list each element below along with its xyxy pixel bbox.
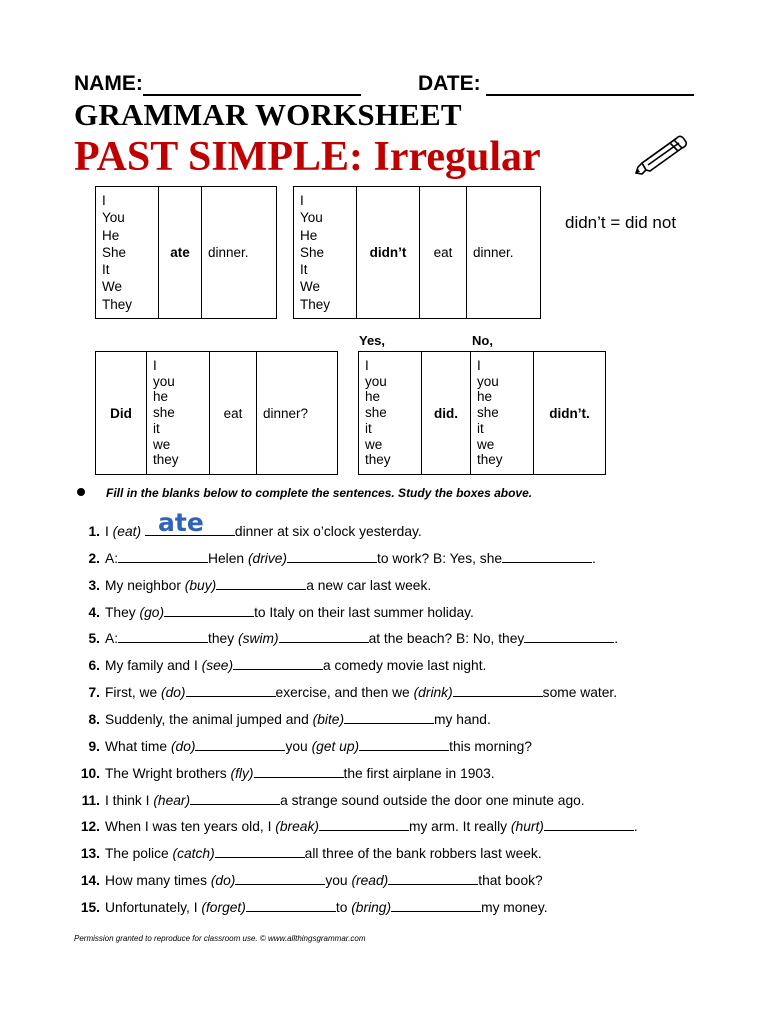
answer-blank[interactable] [186, 684, 276, 697]
sentence-text: They [105, 604, 140, 620]
pronoun: it [365, 420, 372, 436]
answer-blank[interactable] [453, 684, 543, 697]
verb-hint: (do) [160, 685, 186, 701]
verb-hint: (hear) [153, 792, 191, 808]
pronoun: It [102, 262, 110, 278]
verb-cell: ate [159, 187, 202, 319]
pronoun: they [153, 452, 179, 468]
sentence-text: dinner at six o’clock yesterday. [234, 524, 422, 539]
sentence-text: you [285, 738, 312, 754]
sentence-text: to Italy on their last summer holiday. [254, 604, 474, 620]
verb-hint: (eat) [112, 524, 142, 539]
sentence-text: a new car last week. [306, 577, 432, 593]
sentence-text: The police [105, 846, 173, 862]
answer-blank[interactable] [391, 899, 481, 912]
yes-label: Yes, [359, 333, 386, 348]
date-field [418, 72, 694, 96]
pronoun: They [300, 296, 331, 312]
answer-blank[interactable] [388, 872, 478, 885]
sentence-text: my hand. [434, 711, 491, 727]
sentence-text: a comedy movie last night. [323, 658, 487, 674]
sentence-text: . [633, 819, 638, 835]
exercise-item [66, 899, 548, 915]
pronoun: she [365, 405, 387, 421]
sample-answer: ate [158, 508, 204, 537]
answer-blank[interactable] [279, 630, 369, 643]
sentence-text: A: [105, 631, 119, 647]
pronoun: I [365, 357, 369, 373]
answer-blank[interactable] [216, 577, 306, 590]
pronoun: he [365, 389, 381, 405]
aux-cell: didn’t [357, 187, 420, 319]
exercise-item [66, 711, 491, 727]
sentence-text: When I was ten years old, I [105, 819, 276, 835]
verb-hint: (buy) [184, 577, 217, 593]
verb-hint: (drive) [247, 550, 288, 566]
pronoun-list [365, 358, 415, 469]
pronoun: they [477, 452, 503, 468]
exercise-number: 3. [88, 577, 100, 593]
answer-blank[interactable] [246, 899, 336, 912]
answer-blank[interactable] [195, 738, 285, 751]
verb-hint: (read) [351, 873, 389, 889]
answer-blank[interactable] [118, 630, 208, 643]
affirmative-table [95, 186, 277, 319]
object-cell: dinner. [202, 187, 277, 319]
answer-blank[interactable] [190, 792, 280, 805]
aux-cell: Did [96, 352, 147, 475]
no-pronoun-cell [471, 352, 534, 475]
date-label: DATE: [418, 72, 481, 95]
exercise-item [66, 657, 486, 673]
exercise-number: 13. [80, 846, 100, 862]
sentence-text: First, we [105, 685, 161, 701]
object-cell: dinner. [467, 187, 541, 319]
exercise-item [66, 845, 542, 861]
sentence-text: some water. [542, 685, 618, 701]
answer-blank[interactable] [287, 550, 377, 563]
pronoun: You [102, 210, 125, 226]
pronoun: you [153, 373, 175, 389]
pronoun: you [365, 373, 387, 389]
pronoun: I [477, 357, 481, 373]
exercise-item [66, 792, 585, 808]
pronoun: we [153, 436, 171, 452]
sentence-text: Unfortunately, I [105, 899, 202, 915]
verb-hint: (fly) [230, 765, 254, 781]
exercise-number: 7. [88, 685, 100, 701]
sentence-text: Helen [208, 550, 248, 566]
footer-permission: Permission granted to reproduce for classroom use. © www.allthingsgrammar.com [74, 934, 366, 943]
verb-hint: (bring) [351, 899, 392, 915]
pronoun: it [153, 420, 160, 436]
verb-cell: eat [420, 187, 467, 319]
sentence-text: My neighbor [105, 577, 185, 593]
exercise-item [66, 818, 638, 834]
worksheet-title: PAST SIMPLE: Irregular [74, 134, 541, 180]
exercise-number: 9. [88, 738, 100, 754]
verb-hint: (swim) [237, 631, 279, 647]
pronoun: I [102, 193, 106, 209]
pronoun: she [477, 405, 499, 421]
answer-blank[interactable] [118, 550, 208, 563]
pencil-icon [632, 134, 692, 176]
verb-hint: (drink) [413, 685, 453, 701]
no-label: No, [472, 333, 493, 348]
answer-blank[interactable] [344, 711, 434, 724]
date-line [486, 74, 694, 96]
sentence-text: my money. [481, 899, 548, 915]
exercise-item [66, 738, 532, 754]
pronoun-cell [147, 352, 210, 475]
sentence-text: my arm. It really [408, 819, 511, 835]
pronoun: He [300, 227, 318, 243]
verb-hint: (do) [170, 738, 196, 754]
sentence-text: they [208, 631, 238, 647]
exercise-item [66, 872, 543, 888]
pronoun: she [153, 405, 175, 421]
bullet-icon [77, 488, 85, 496]
pronoun: he [153, 389, 169, 405]
pronoun: She [102, 244, 127, 260]
exercise-item [66, 765, 495, 781]
name-label: NAME: [74, 72, 143, 95]
negative-table [293, 186, 541, 319]
pronoun: You [300, 210, 323, 226]
instructions: Fill in the blanks below to complete the sentences. Study the boxes above. [106, 486, 533, 500]
answer-blank[interactable] [235, 872, 325, 885]
sentence-text: I [105, 524, 113, 539]
exercise-number: 5. [88, 631, 100, 647]
contraction-note: didn’t = did not [565, 213, 677, 232]
pronoun: I [300, 193, 304, 209]
exercise-item [66, 550, 596, 566]
sentence-text: to [335, 899, 352, 915]
answer-blank[interactable] [233, 657, 323, 670]
sentence-text: exercise, and then we [275, 685, 414, 701]
verb-hint: (catch) [172, 846, 215, 862]
sentence-text: . [614, 631, 619, 647]
answer-blank[interactable] [524, 630, 614, 643]
sentence-text: My family and I [105, 658, 202, 674]
sentence-text: the first airplane in 1903. [343, 765, 495, 781]
pronoun: We [300, 279, 321, 295]
verb-hint: (see) [201, 658, 234, 674]
answer-blank[interactable] [254, 765, 344, 778]
exercise-number: 2. [88, 550, 100, 566]
sentence-text: a strange sound outside the door one minute ago. [280, 792, 585, 808]
pronoun-list [153, 358, 203, 469]
exercise-number: 8. [88, 711, 100, 727]
pronoun-list [102, 192, 152, 312]
sentence-text: . [592, 550, 596, 566]
sentence-text: The Wright brothers [105, 765, 231, 781]
yes-aux-cell: did. [422, 352, 471, 475]
pronoun: We [102, 279, 123, 295]
exercise-item [66, 577, 431, 593]
short-answer-table [358, 351, 606, 475]
pronoun-list [477, 358, 527, 469]
name-line [143, 74, 361, 96]
sentence-text: that book? [478, 873, 543, 889]
pronoun: She [300, 244, 325, 260]
verb-hint: (go) [139, 604, 165, 620]
exercise-number: 11. [81, 792, 100, 808]
answer-blank[interactable] [544, 818, 634, 831]
exercise-number: 10. [80, 765, 100, 781]
sentence-text: all three of the bank robbers last week. [304, 846, 542, 862]
answer-blank[interactable] [359, 738, 449, 751]
pronoun: we [477, 436, 495, 452]
yes-pronoun-cell [359, 352, 422, 475]
exercise-item [66, 684, 617, 700]
exercise-number: 1. [88, 524, 100, 539]
no-aux-cell: didn’t. [534, 352, 606, 475]
answer-blank[interactable] [319, 818, 409, 831]
verb-hint: (break) [275, 819, 319, 835]
sentence-text: you [325, 873, 352, 889]
question-table [95, 351, 338, 475]
name-field [74, 72, 361, 96]
pronoun: it [477, 420, 484, 436]
answer-blank[interactable] [502, 550, 592, 563]
sentence-text: A: [105, 550, 119, 566]
pronoun-cell [96, 187, 159, 319]
answer-blank[interactable] [215, 845, 305, 858]
pronoun: they [365, 452, 391, 468]
verb-hint: (hurt) [510, 819, 544, 835]
pronoun: They [102, 296, 133, 312]
exercise-item [66, 604, 474, 620]
pronoun: He [102, 227, 120, 243]
pronoun: he [477, 389, 493, 405]
verb-hint: (do) [210, 873, 236, 889]
exercise-number: 4. [88, 604, 100, 620]
answer-blank[interactable] [164, 604, 254, 617]
sentence-text: this morning? [449, 738, 532, 754]
exercise-number: 15. [80, 899, 100, 915]
pronoun-list [300, 192, 350, 312]
sentence-text: at the beach? B: No, they [368, 631, 525, 647]
pronoun: It [300, 262, 308, 278]
verb-hint: (get up) [311, 738, 360, 754]
pronoun: I [153, 357, 157, 373]
exercise-item [66, 523, 422, 539]
sentence-text: What time [105, 738, 171, 754]
worksheet-subtitle: GRAMMAR WORKSHEET [74, 97, 462, 132]
pronoun: you [477, 373, 499, 389]
pronoun-cell [294, 187, 357, 319]
sentence-text: to work? B: Yes, she [377, 550, 503, 566]
pronoun: we [365, 436, 383, 452]
verb-hint: (forget) [201, 899, 246, 915]
exercise-number: 12. [80, 819, 100, 835]
exercise-item [66, 630, 618, 646]
verb-cell: eat [210, 352, 257, 475]
verb-hint: (bite) [312, 711, 345, 727]
exercise-number: 6. [88, 658, 100, 674]
exercise-number: 14. [80, 873, 100, 889]
sentence-text: Suddenly, the animal jumped and [105, 711, 313, 727]
object-cell: dinner? [257, 352, 338, 475]
sentence-text: I think I [105, 792, 154, 808]
sentence-text: How many times [105, 873, 211, 889]
